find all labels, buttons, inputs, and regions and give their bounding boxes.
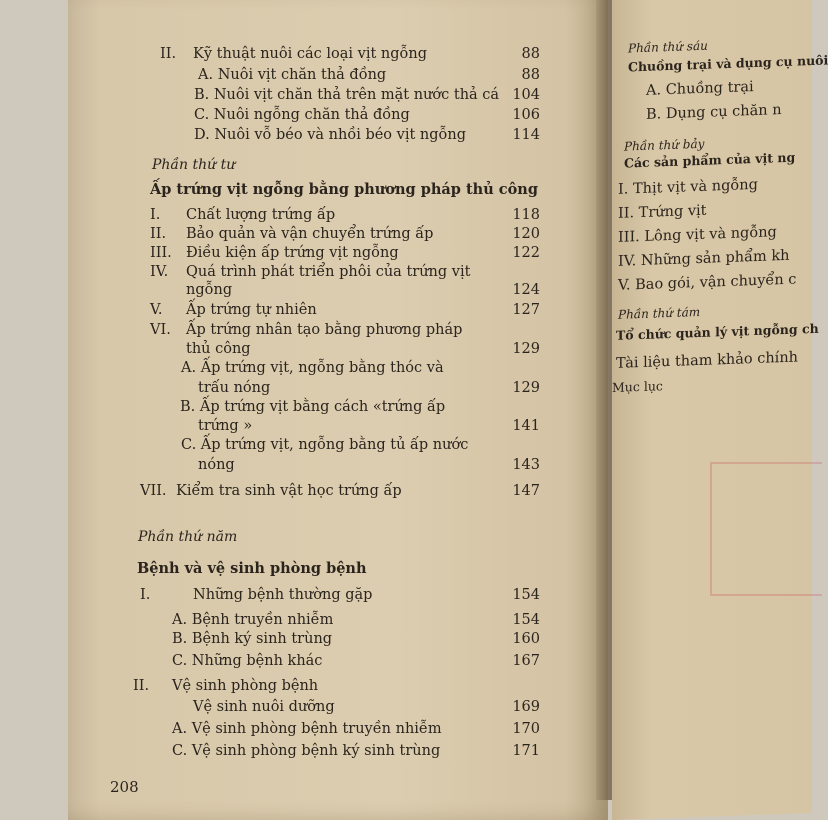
toc-entry-page: 154 — [512, 587, 540, 603]
toc-entry-page: 124 — [512, 282, 540, 298]
toc-entry-title: Quá trình phát triển phôi của trứng vịt — [186, 264, 471, 280]
toc-entry-page: 118 — [512, 207, 540, 223]
toc-entry-title: Ấp trứng nhân tạo bằng phương pháp — [186, 322, 463, 338]
toc-entry-page: 106 — [512, 107, 540, 123]
toc-entry-title: B. Bệnh ký sinh trùng — [172, 631, 333, 647]
part-title: Ấp trứng vịt ngỗng bằng phương pháp thủ công — [150, 181, 538, 198]
toc-entry-page: 114 — [512, 127, 540, 143]
toc-entry-number: III. — [150, 245, 172, 261]
part-label: Phần thứ năm — [138, 529, 238, 545]
toc-entry-title: A. Vệ sinh phòng bệnh truyền nhiễm — [172, 721, 442, 737]
toc-entry-page: 147 — [512, 483, 540, 499]
toc-entry-title: C. Những bệnh khác — [172, 653, 323, 669]
toc-entry-title: Ấp trứng tự nhiên — [186, 302, 317, 318]
toc-entry-title: B. Nuôi vịt chăn thả trên mặt nước thả cá — [194, 87, 500, 103]
toc-entry-title: nóng — [198, 457, 235, 473]
index-entry: Mục lục — [612, 378, 663, 395]
part8-title: Tổ chức quản lý vịt ngỗng ch — [616, 320, 819, 343]
toc-entry-page: 171 — [512, 743, 540, 759]
toc-entry-title: C. Nuôi ngỗng chăn thả đồng — [194, 107, 410, 123]
toc-entry-title: D. Nuôi vỗ béo và nhồi béo vịt ngỗng — [194, 127, 467, 143]
page-number: 208 — [110, 778, 139, 796]
toc-entry: IV. Những sản phẩm kh — [618, 247, 790, 270]
toc-entry: II. Trứng vịt — [618, 202, 707, 222]
references-entry: Tài liệu tham khảo chính — [616, 349, 799, 372]
toc-entry-page: 169 — [512, 699, 540, 715]
faded-stamp — [710, 462, 822, 596]
toc-entry-title: Điều kiện ấp trứng vịt ngỗng — [186, 245, 399, 261]
toc-entry-number: VII. — [140, 483, 167, 499]
toc-entry-page: 129 — [512, 380, 540, 396]
toc-entry-page: 170 — [512, 721, 540, 737]
toc-entry-page: 88 — [521, 46, 540, 62]
toc-entry-page: 88 — [521, 67, 540, 83]
toc-entry-title: A. Nuôi vịt chăn thả đồng — [198, 67, 387, 83]
toc-entry-number: V. — [150, 302, 163, 318]
toc-entry-title: A. Bệnh truyền nhiễm — [172, 612, 334, 628]
toc-entry-title: thủ công — [186, 341, 251, 357]
part-label: Phần thứ tư — [152, 157, 236, 173]
toc-entry: I. Thịt vịt và ngỗng — [618, 176, 758, 198]
toc-entry-number: VI. — [150, 322, 171, 338]
toc-entry-title: Vệ sinh phòng bệnh — [172, 678, 319, 694]
toc-entry-page: 143 — [512, 457, 540, 473]
toc-entry-page: 129 — [512, 341, 540, 357]
toc-entry-title: B. Ấp trứng vịt bằng cách «trứng ấp — [180, 399, 446, 415]
toc-entry-title: trấu nóng — [198, 380, 271, 396]
toc-entry-page: 120 — [512, 226, 540, 242]
toc-entry-page: 127 — [512, 302, 540, 318]
toc-entry-title: ngỗng — [186, 282, 233, 298]
toc-entry-number: II. — [160, 46, 177, 62]
toc-entry-title: Kỹ thuật nuôi các loại vịt ngỗng — [193, 46, 428, 62]
toc-entry-title: Vệ sinh nuôi dưỡng — [193, 699, 335, 715]
toc-entry-title: Những bệnh thường gặp — [193, 587, 373, 603]
toc-entry: A. Chuồng trại — [646, 79, 754, 99]
toc-entry-title: C. Vệ sinh phòng bệnh ký sinh trùng — [172, 743, 441, 759]
toc-entry-number: II. — [150, 226, 167, 242]
right-page — [612, 0, 828, 820]
toc-entry: III. Lông vịt và ngỗng — [618, 224, 777, 246]
toc-entry-number: II. — [133, 678, 150, 694]
toc-entry: B. Dụng cụ chăn n — [646, 102, 782, 123]
toc-entry-page: 104 — [512, 87, 540, 103]
toc-entry-title: Bảo quản và vận chuyển trứng ấp — [186, 226, 434, 242]
toc-entry-title: trứng » — [198, 418, 253, 434]
part8-label: Phần thứ tám — [618, 304, 701, 322]
toc-entry: V. Bao gói, vận chuyển c — [618, 271, 797, 294]
toc-entry-number: IV. — [150, 264, 169, 280]
part7-title: Các sản phẩm của vịt ng — [624, 149, 796, 171]
toc-entry-page: 154 — [512, 612, 540, 628]
part6-label: Phần thứ sáu — [628, 38, 708, 56]
toc-entry-page: 122 — [512, 245, 540, 261]
toc-entry-page: 167 — [512, 653, 540, 669]
part-title: Bệnh và vệ sinh phòng bệnh — [137, 560, 367, 577]
part6-title: Chuồng trại và dụng cụ nuôi — [628, 52, 828, 75]
toc-entry-page: 160 — [512, 631, 540, 647]
toc-entry-title: Chất lượng trứng ấp — [186, 207, 336, 223]
toc-entry-title: A. Ấp trứng vịt, ngỗng bằng thóc và — [181, 360, 444, 376]
toc-entry-title: Kiểm tra sinh vật học trứng ấp — [176, 483, 402, 499]
part7-label: Phần thứ bảy — [624, 136, 705, 154]
toc-entry-number: I. — [140, 587, 151, 603]
toc-entry-number: I. — [150, 207, 161, 223]
toc-entry-title: C. Ấp trứng vịt, ngỗng bằng tủ ấp nước — [181, 437, 469, 453]
toc-entry-page: 141 — [512, 418, 540, 434]
